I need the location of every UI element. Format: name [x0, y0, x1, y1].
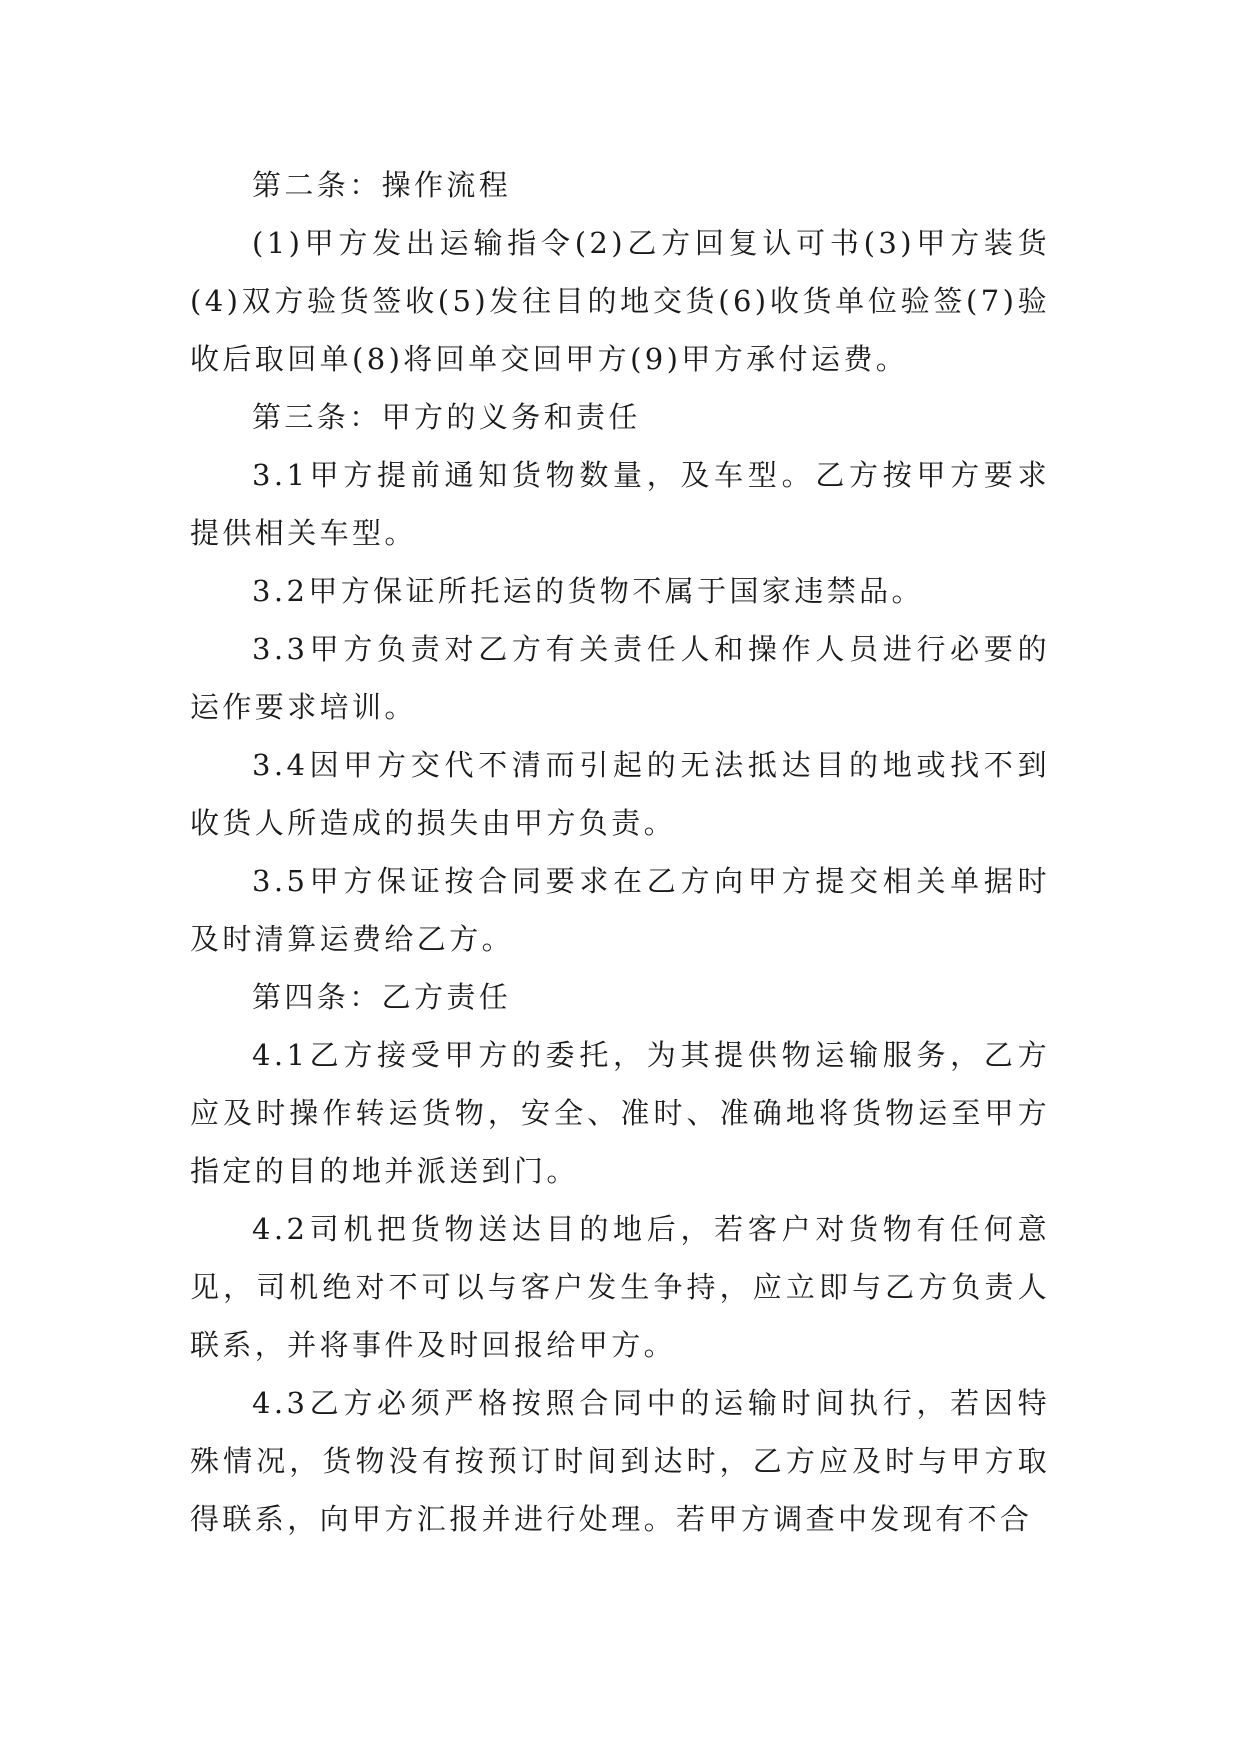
paragraph-3-2: 3.2甲方保证所托运的货物不属于国家违禁品。: [252, 574, 924, 608]
paragraph-3-3: 3.3甲方负责对乙方有关责任人和操作人员进行必要的运作要求培训。: [190, 632, 1050, 724]
paragraph-4-3: 4.3乙方必须严格按照合同中的运输时间执行，若因特殊情况，货物没有按预订时间到达时，乙方应及时与甲方取得联系，向甲方汇报并进行处理。若甲方调查中发现有不合: [190, 1386, 1050, 1536]
paragraph-4-2: 4.2司机把货物送达目的地后，若客户对货物有任何意见，司机绝对不可以与客户发生争持，应立即与乙方负责人联系，并将事件及时回报给甲方。: [190, 1212, 1050, 1362]
paragraph-3-5: 3.5甲方保证按合同要求在乙方向甲方提交相关单据时及时清算运费给乙方。: [190, 864, 1050, 956]
section-heading-4: 第四条：乙方责任: [252, 980, 512, 1014]
document-body: [190, 156, 1050, 1548]
paragraph-operation-flow: (1)甲方发出运输指令(2)乙方回复认可书(3)甲方装货(4)双方验货签收(5)发往目的地交货(6)收货单位验签(7)验收后取回单(8)将回单交回甲方(9)甲方承付运费。: [190, 226, 1050, 376]
paragraph-3-1: 3.1甲方提前通知货物数量，及车型。乙方按甲方要求提供相关车型。: [190, 458, 1050, 550]
paragraph-3-4: 3.4因甲方交代不清而引起的无法抵达目的地或找不到收货人所造成的损失由甲方负责。: [190, 748, 1050, 840]
paragraph-4-1: 4.1乙方接受甲方的委托，为其提供物运输服务，乙方应及时操作转运货物，安全、准时、准确地将货物运至甲方指定的目的地并派送到门。: [190, 1038, 1050, 1188]
section-heading-2: 第二条：操作流程: [252, 168, 512, 202]
section-heading-3: 第三条：甲方的义务和责任: [252, 400, 641, 434]
